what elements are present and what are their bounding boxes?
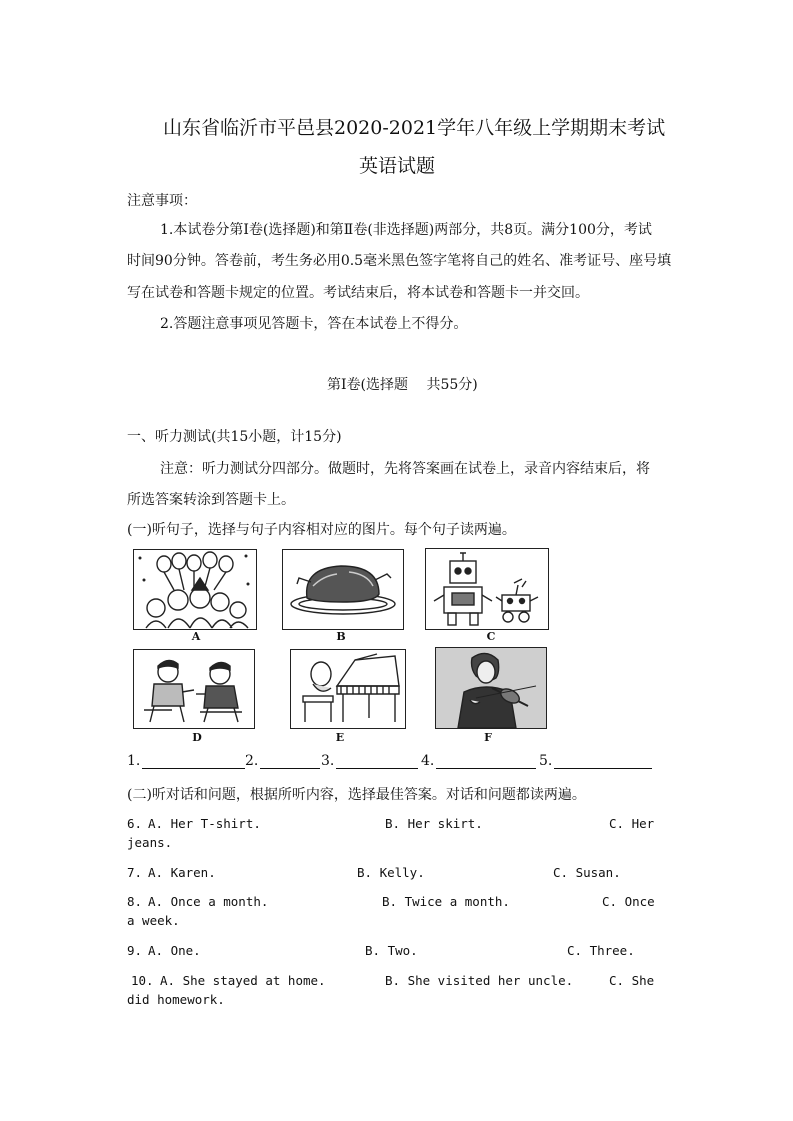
- roast-turkey-icon: [283, 550, 403, 629]
- question-7-option-b: B. Kelly.: [357, 865, 425, 880]
- blank-4-line: [436, 768, 536, 769]
- picture-b: [282, 549, 404, 630]
- picture-b-label: B: [336, 630, 346, 643]
- part1-heading: 第Ⅰ卷(选择题 共55分): [327, 377, 478, 393]
- blank-3-line: [336, 768, 418, 769]
- page-title: 山东省临沂市平邑县2020-2021学年八年级上学期期末考试: [163, 117, 666, 139]
- picture-a: [133, 549, 257, 630]
- picture-e-label: E: [335, 731, 345, 744]
- picture-d-label: D: [192, 731, 202, 744]
- question-9-option-b: B. Two.: [365, 943, 418, 958]
- blank-5-line: [554, 768, 652, 769]
- question-7-option-c: C. Susan.: [553, 865, 621, 880]
- blank-3-number: 3.: [321, 753, 335, 769]
- question-8-option-a: A. Once a month.: [148, 894, 269, 909]
- question-8-number: 8.: [127, 894, 143, 909]
- robots-icon: [426, 549, 548, 629]
- question-10-option-c: C. She: [609, 973, 655, 988]
- blank-1-line: [142, 768, 245, 769]
- blank-2-number: 2.: [245, 753, 259, 769]
- question-10-continuation: did homework.: [127, 992, 225, 1007]
- blank-5-number: 5.: [539, 753, 553, 769]
- party-icon: [134, 550, 256, 629]
- notice-item-1-line-1: 1.本试卷分第Ⅰ卷(选择题)和第Ⅱ卷(非选择题)两部分，共8页。满分100分，考试: [160, 222, 652, 238]
- question-6-option-c: C. Her: [609, 816, 655, 831]
- notice-item-2: 2.答题注意事项见答题卡，答在本试卷上不得分。: [160, 316, 468, 332]
- question-9-number: 9.: [127, 943, 143, 958]
- question-7-number: 7.: [127, 865, 143, 880]
- notice-item-1-line-3: 写在试卷和答题卡规定的位置。考试结束后，将本试卷和答题卡一并交回。: [127, 285, 589, 301]
- notice-item-1-line-2: 时间90分钟。答卷前，考生务必用0.5毫米黑色签字笔将自己的姓名、准考证号、座号填: [127, 253, 672, 269]
- picture-e: [290, 649, 406, 729]
- listening-note-line-1: 注意：听力测试分四部分。做题时，先将答案画在试卷上，录音内容结束后，将: [160, 461, 650, 477]
- picture-d: [133, 649, 255, 729]
- notice-heading: 注意事项：: [127, 193, 197, 209]
- question-6-number: 6.: [127, 816, 143, 831]
- question-6-option-b: B. Her skirt.: [385, 816, 483, 831]
- subsection-1-heading: (一)听句子，选择与句子内容相对应的图片。每个句子读两遍。: [127, 522, 516, 538]
- piano-icon: [291, 650, 405, 728]
- violin-player-icon: [436, 648, 546, 728]
- conversation-icon: [134, 650, 254, 728]
- question-10-option-a: A. She stayed at home.: [160, 973, 326, 988]
- question-10-option-b: B. She visited her uncle.: [385, 973, 574, 988]
- listening-note-line-2: 所选答案转涂到答题卡上。: [127, 492, 295, 508]
- blank-1-number: 1.: [127, 753, 141, 769]
- question-6-continuation: jeans.: [127, 835, 173, 850]
- subsection-2-heading: (二)听对话和问题，根据所听内容，选择最佳答案。对话和问题都读两遍。: [127, 787, 586, 803]
- question-8-continuation: a week.: [127, 913, 180, 928]
- picture-c-label: C: [486, 630, 496, 643]
- question-8-option-b: B. Twice a month.: [382, 894, 510, 909]
- picture-a-label: A: [191, 630, 201, 643]
- picture-f: [435, 647, 547, 729]
- question-9-option-c: C. Three.: [567, 943, 635, 958]
- page-subtitle: 英语试题: [359, 155, 436, 177]
- blank-2-line: [260, 768, 320, 769]
- question-10-number: 10.: [131, 973, 154, 988]
- question-8-option-c: C. Once: [602, 894, 655, 909]
- section1-heading: 一、听力测试(共15小题，计15分): [127, 429, 342, 445]
- question-6-option-a: A. Her T-shirt.: [148, 816, 261, 831]
- picture-c: [425, 548, 549, 630]
- question-9-option-a: A. One.: [148, 943, 201, 958]
- question-7-option-a: A. Karen.: [148, 865, 216, 880]
- blank-4-number: 4.: [421, 753, 435, 769]
- picture-f-label: F: [484, 731, 492, 744]
